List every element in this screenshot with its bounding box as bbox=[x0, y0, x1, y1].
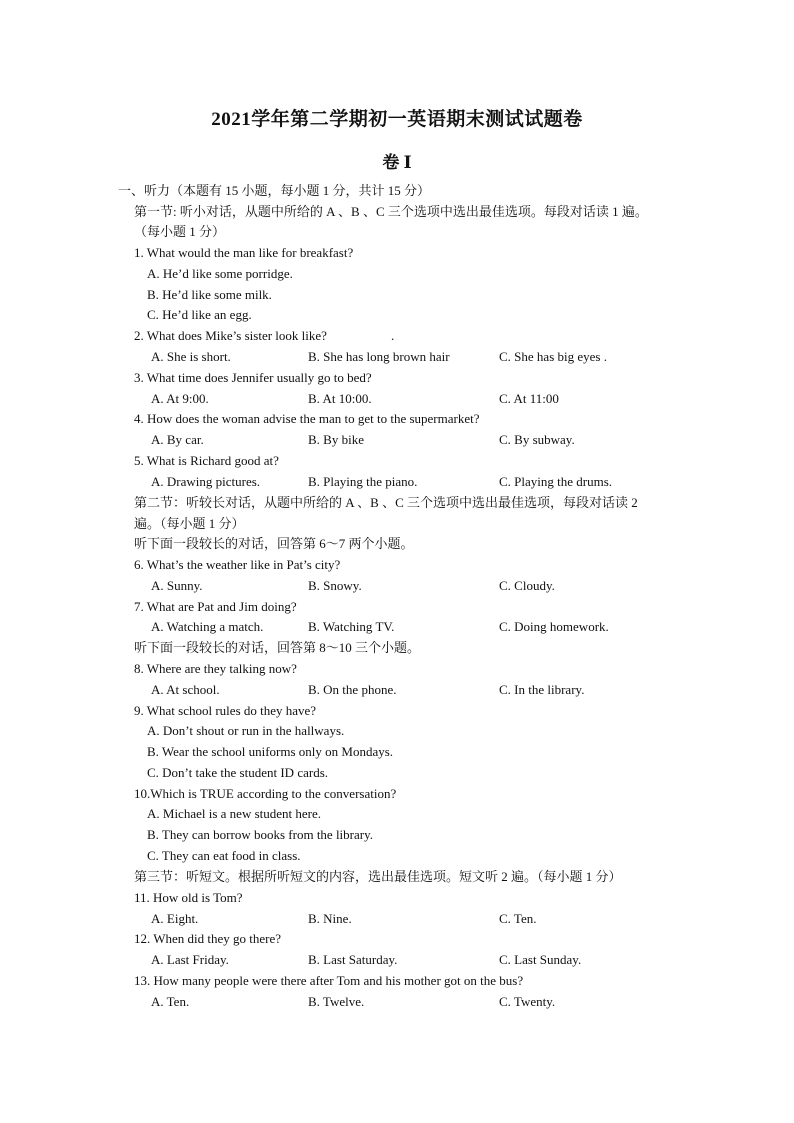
question-6-option-b: B. Snowy. bbox=[308, 578, 362, 593]
question-7-option-b: B. Watching TV. bbox=[308, 619, 395, 634]
question-9: 9. What school rules do they have? bbox=[134, 703, 317, 718]
question-10: 10.Which is TRUE according to the conversation? bbox=[134, 786, 397, 801]
question-3-option-b: B. At 10:00. bbox=[308, 391, 372, 406]
stray-dot: . bbox=[391, 328, 395, 343]
question-5-option-a: A. Drawing pictures. bbox=[151, 474, 261, 489]
question-6-option-a: A. Sunny. bbox=[151, 578, 203, 593]
question-3-option-c: C. At 11:00 bbox=[499, 391, 559, 406]
question-10-option-a: A. Michael is a new student here. bbox=[147, 806, 322, 821]
question-11-option-b: B. Nine. bbox=[308, 911, 352, 926]
question-6-option-c: C. Cloudy. bbox=[499, 578, 555, 593]
question-2-option-a: A. She is short. bbox=[151, 349, 231, 364]
question-7-option-c: C. Doing homework. bbox=[499, 619, 609, 634]
question-12-option-b: B. Last Saturday. bbox=[308, 952, 398, 967]
part3-instruction: 第三节：听短文。根据所听短文的内容，选出最佳选项。短文听 2 遍。（每小题 1 分） bbox=[134, 869, 622, 884]
part1-instruction-cont: （每小题 1 分） bbox=[134, 224, 226, 239]
question-11-option-a: A. Eight. bbox=[151, 911, 199, 926]
question-4: 4. How does the woman advise the man to get to the supermarket? bbox=[134, 411, 480, 426]
question-7-option-a: A. Watching a match. bbox=[151, 619, 264, 634]
dialog-2-instruction: 听下面一段较长的对话，回答第 8～10 三个小题。 bbox=[134, 640, 421, 655]
dialog-1-instruction: 听下面一段较长的对话，回答第 6～7 两个小题。 bbox=[134, 536, 414, 551]
paper-section-title: 卷 Ⅰ bbox=[382, 153, 412, 172]
question-8-option-a: A. At school. bbox=[151, 682, 220, 697]
question-9-option-b: B. Wear the school uniforms only on Mondays. bbox=[147, 744, 394, 759]
question-10-option-c: C. They can eat food in class. bbox=[147, 848, 301, 863]
question-13-option-c: C. Twenty. bbox=[499, 994, 556, 1009]
question-1-option-c: C. He’d like an egg. bbox=[147, 307, 252, 322]
question-13-option-b: B. Twelve. bbox=[308, 994, 365, 1009]
question-4-option-b: B. By bike bbox=[308, 432, 364, 447]
question-13: 13. How many people were there after Tom and his mother got on the bus? bbox=[134, 973, 524, 988]
question-8: 8. Where are they talking now? bbox=[134, 661, 297, 676]
part2-instruction-cont: 遍。（每小题 1 分） bbox=[134, 516, 245, 531]
part1-instruction: 第一节: 听小对话，从题中所给的 A 、B 、C 三个选项中选出最佳选项。每段对话读 1 遍。 bbox=[134, 204, 648, 219]
question-3: 3. What time does Jennifer usually go to bed? bbox=[134, 370, 372, 385]
question-12-option-a: A. Last Friday. bbox=[151, 952, 229, 967]
question-5-option-c: C. Playing the drums. bbox=[499, 474, 613, 489]
question-9-option-a: A. Don’t shout or run in the hallways. bbox=[147, 723, 345, 738]
question-7: 7. What are Pat and Jim doing? bbox=[134, 599, 297, 614]
question-1-option-b: B. He’d like some milk. bbox=[147, 287, 272, 302]
question-12-option-c: C. Last Sunday. bbox=[499, 952, 582, 967]
question-8-option-b: B. On the phone. bbox=[308, 682, 397, 697]
question-2-option-b: B. She has long brown hair bbox=[308, 349, 450, 364]
question-10-option-b: B. They can borrow books from the library. bbox=[147, 827, 374, 842]
question-2-option-c: C. She has big eyes . bbox=[499, 349, 607, 364]
question-13-option-a: A. Ten. bbox=[151, 994, 190, 1009]
question-1-option-a: A. He’d like some porridge. bbox=[147, 266, 293, 281]
question-8-option-c: C. In the library. bbox=[499, 682, 585, 697]
question-1: 1. What would the man like for breakfast? bbox=[134, 245, 354, 260]
question-12: 12. When did they go there? bbox=[134, 931, 282, 946]
question-11: 11. How old is Tom? bbox=[134, 890, 243, 905]
page-title: 2021学年第二学期初一英语期末测试试题卷 bbox=[211, 109, 583, 130]
section-heading-listening: 一、听力（本题有 15 小题，每小题 1 分，共计 15 分） bbox=[118, 183, 431, 198]
part2-instruction: 第二节：听较长对话，从题中所给的 A 、B 、C 三个选项中选出最佳选项，每段对话读 2 bbox=[134, 495, 638, 510]
question-5-option-b: B. Playing the piano. bbox=[308, 474, 418, 489]
question-3-option-a: A. At 9:00. bbox=[151, 391, 209, 406]
question-5: 5. What is Richard good at? bbox=[134, 453, 279, 468]
question-6: 6. What’s the weather like in Pat’s city? bbox=[134, 557, 341, 572]
question-9-option-c: C. Don’t take the student ID cards. bbox=[147, 765, 328, 780]
question-4-option-a: A. By car. bbox=[151, 432, 204, 447]
question-2: 2. What does Mike’s sister look like? bbox=[134, 328, 327, 343]
question-11-option-c: C. Ten. bbox=[499, 911, 537, 926]
question-4-option-c: C. By subway. bbox=[499, 432, 575, 447]
